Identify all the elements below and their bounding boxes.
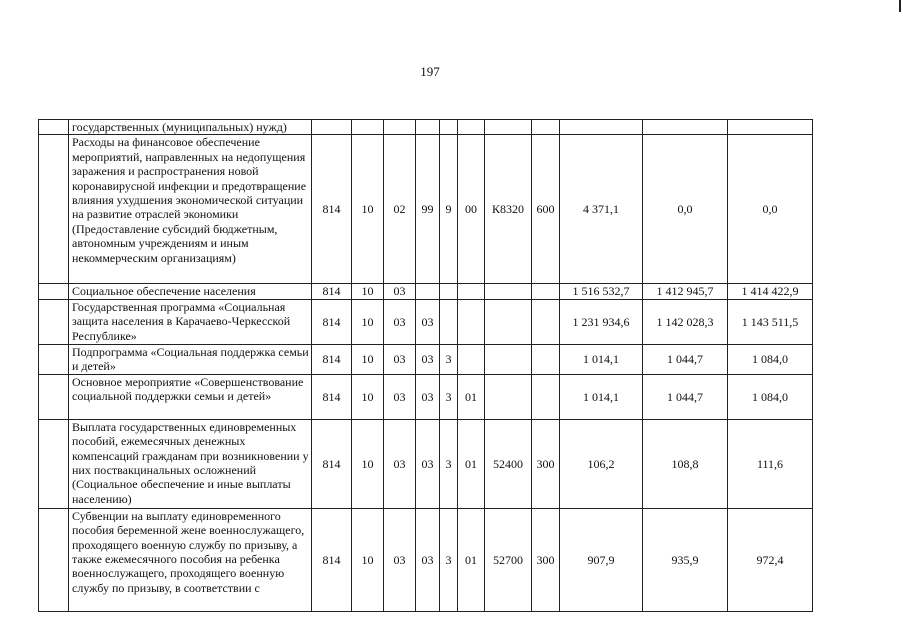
row-number-cell: [39, 419, 69, 508]
amount-2021: 108,8: [643, 419, 728, 508]
amount-2021: 0,0: [643, 135, 728, 284]
expense-type-code: [532, 284, 560, 299]
amount-2021: 1 142 028,3: [643, 299, 728, 344]
subprogram-code: 9: [440, 135, 458, 284]
event-code: [458, 284, 485, 299]
direction-code: [485, 284, 532, 299]
row-name: Основное мероприятие «Совершенствование социальной поддержки семьи и детей»: [69, 374, 312, 419]
row-name: Расходы на финансовое обеспечение мероприятий, направленных на недопущения заражения и распространения новой коронавирусной инфекции и предотвращение влияния ухудшения экономической ситуации на развитие отраслей экономики (Предоставление субсидий бюджетным, автономным учреждениям и иным некоммерческим организациям): [69, 135, 312, 284]
ministry-code: 814: [312, 374, 352, 419]
subprogram-code: [440, 299, 458, 344]
row-number-cell: [39, 120, 69, 135]
subprogram-code: [440, 120, 458, 135]
amount-2021: 935,9: [643, 508, 728, 611]
event-code: [458, 299, 485, 344]
subprogram-code: 3: [440, 374, 458, 419]
row-name: Субвенции на выплату единовременного пособия беременной жене военнослужащего, проходящего военную службу по призыву, а также ежемесячного пособия на ребенка военнослужащего, проходящего военную службу по призыву, в соответствии с: [69, 508, 312, 611]
amount-2020: [560, 120, 643, 135]
program-code: 03: [416, 344, 440, 374]
amount-2020: 1 014,1: [560, 344, 643, 374]
amount-2021: 1 412 945,7: [643, 284, 728, 299]
subsection-code: 03: [384, 419, 416, 508]
expense-type-code: [532, 120, 560, 135]
event-code: 00: [458, 135, 485, 284]
ministry-code: 814: [312, 299, 352, 344]
subsection-code: 03: [384, 284, 416, 299]
amount-2022: 1 414 422,9: [728, 284, 813, 299]
section-code: [352, 120, 384, 135]
amount-2022: 1 084,0: [728, 374, 813, 419]
expense-type-code: [532, 374, 560, 419]
amount-2021: 1 044,7: [643, 344, 728, 374]
row-name: Социальное обеспечение населения: [69, 284, 312, 299]
amount-2021: 1 044,7: [643, 374, 728, 419]
scan-edge-mark: [899, 0, 901, 12]
program-code: 03: [416, 419, 440, 508]
amount-2022: 972,4: [728, 508, 813, 611]
event-code: 01: [458, 374, 485, 419]
amount-2020: 4 371,1: [560, 135, 643, 284]
subprogram-code: 3: [440, 419, 458, 508]
program-code: 03: [416, 508, 440, 611]
direction-code: К8320: [485, 135, 532, 284]
section-code: 10: [352, 299, 384, 344]
subsection-code: 03: [384, 508, 416, 611]
direction-code: 52700: [485, 508, 532, 611]
row-name: Выплата государственных единовременных пособий, ежемесячных денежных компенсаций гражданам при возникновении у них поствакцинальных осложнений (Социальное обеспечение и иные выплаты населению): [69, 419, 312, 508]
subsection-code: 03: [384, 344, 416, 374]
event-code: 01: [458, 419, 485, 508]
event-code: [458, 344, 485, 374]
amount-2022: [728, 120, 813, 135]
row-name: государственных (муниципальных) нужд): [69, 120, 312, 135]
amount-2022: 1 084,0: [728, 344, 813, 374]
ministry-code: 814: [312, 344, 352, 374]
amount-2020: 907,9: [560, 508, 643, 611]
program-code: [416, 284, 440, 299]
row-number-cell: [39, 299, 69, 344]
amount-2022: 1 143 511,5: [728, 299, 813, 344]
amount-2021: [643, 120, 728, 135]
ministry-code: 814: [312, 419, 352, 508]
expense-type-code: [532, 344, 560, 374]
row-number-cell: [39, 508, 69, 611]
expense-type-code: 300: [532, 508, 560, 611]
expense-type-code: 300: [532, 419, 560, 508]
expense-type-code: 600: [532, 135, 560, 284]
subprogram-code: [440, 284, 458, 299]
expense-type-code: [532, 299, 560, 344]
row-number-cell: [39, 374, 69, 419]
program-code: 99: [416, 135, 440, 284]
program-code: [416, 120, 440, 135]
subprogram-code: 3: [440, 344, 458, 374]
section-code: 10: [352, 374, 384, 419]
amount-2020: 1 516 532,7: [560, 284, 643, 299]
subsection-code: 03: [384, 299, 416, 344]
direction-code: [485, 344, 532, 374]
section-code: 10: [352, 135, 384, 284]
event-code: [458, 120, 485, 135]
amount-2020: 1 014,1: [560, 374, 643, 419]
budget-table: [38, 119, 813, 612]
section-code: 10: [352, 344, 384, 374]
row-number-cell: [39, 344, 69, 374]
direction-code: 52400: [485, 419, 532, 508]
amount-2020: 106,2: [560, 419, 643, 508]
event-code: 01: [458, 508, 485, 611]
program-code: 03: [416, 299, 440, 344]
section-code: 10: [352, 419, 384, 508]
section-code: 10: [352, 284, 384, 299]
direction-code: [485, 374, 532, 419]
amount-2020: 1 231 934,6: [560, 299, 643, 344]
row-number-cell: [39, 135, 69, 284]
direction-code: [485, 120, 532, 135]
amount-2022: 111,6: [728, 419, 813, 508]
ministry-code: 814: [312, 284, 352, 299]
direction-code: [485, 299, 532, 344]
subsection-code: 03: [384, 374, 416, 419]
ministry-code: [312, 120, 352, 135]
amount-2022: 0,0: [728, 135, 813, 284]
row-name: Подпрограмма «Социальная поддержка семьи и детей»: [69, 344, 312, 374]
program-code: 03: [416, 374, 440, 419]
ministry-code: 814: [312, 135, 352, 284]
page-number: 197: [420, 64, 440, 79]
subsection-code: [384, 120, 416, 135]
section-code: 10: [352, 508, 384, 611]
subsection-code: 02: [384, 135, 416, 284]
row-name: Государственная программа «Социальная защита населения в Карачаево-Черкесской Республике»: [69, 299, 312, 344]
subprogram-code: 3: [440, 508, 458, 611]
row-number-cell: [39, 284, 69, 299]
ministry-code: 814: [312, 508, 352, 611]
